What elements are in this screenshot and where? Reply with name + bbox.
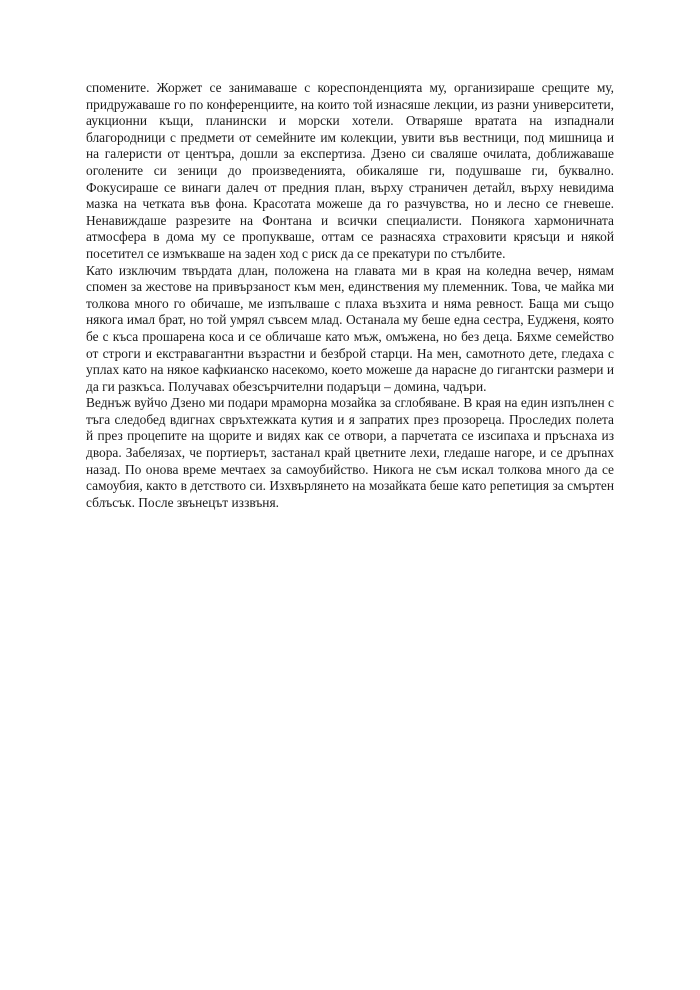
body-text [86, 80, 614, 511]
paragraph-2: Като изключим твърдата длан, положена на главата ми в края на коледна вечер, нямам спомен за жестове на привързаност към мен, единствения му племенник. Това, че майка ми толкова много го обичаше, ме изпълваше с плаха възхита и няма ревност. Баща ми също някога имал брат, но той умрял съвсем млад. Останала му беше една сестра, Еудженя, която бе с къса прошарена коса и се обличаше като мъж, омъжена, но без деца. Бяхме семейство от строги и екстравагантни възрастни и безброй старци. На мен, самотното дете, гледаха с уплах като на някое кафкианско насекомо, което можеше да нарасне до гигантски размери и да ги разкъса. Получавах обезсърчителни подаръци – домина, чадъри. [86, 262, 614, 394]
paragraph-1: спомените. Жоржет се занимаваше с кореспонденцията му, организираше срещите му, придружаваше го по конференциите, на които той изнасяше лекции, из разни университети, аукционни къщи, планински и морски хотели. Отваряше вратата на изпаднали благородници с предмети от семейните им колекции, увити във вестници, под мишница и на галеристи от центъра, дошли за експертиза. Дзено си сваляше очилата, доближаваше оголените си зеници до произведенията, обикаляше ги, подушваше ги, буквално. Фокусираше се винаги далеч от предния план, върху страничен детайл, върху невидима мазка на четката във фона. Красотата можеше да го разчувства, но и лесно се гневеше. Ненавиждаше разрезите на Фонтана и всички специалисти. Понякога хармоничната атмосфера в дома му се пропукваше, оттам се разнасяха страховити крясъци и някой посетител се измъкваше на заден ход с риск да се прекатури по стълбите. [86, 80, 614, 261]
paragraph-3: Веднъж вуйчо Дзено ми подари мраморна мозайка за сглобяване. В края на един изпълнен с тъга следобед вдигнах свръхтежката кутия и я запратих през прозореца. Проследих полета й през процепите на щорите и видях как се отвори, а парчетата се изсипаха и пръснаха из двора. Забелязах, че портиерът, застанал край цветните лехи, гледаше нагоре, и се дръпнах назад. По онова време мечтаех за самоубийство. Никога не съм искал толкова много да се самоубия, както в детството си. Изхвърлянето на мозайката беше като репетиция за смъртен сблъсък. После звънецът иззвъня. [86, 395, 614, 510]
